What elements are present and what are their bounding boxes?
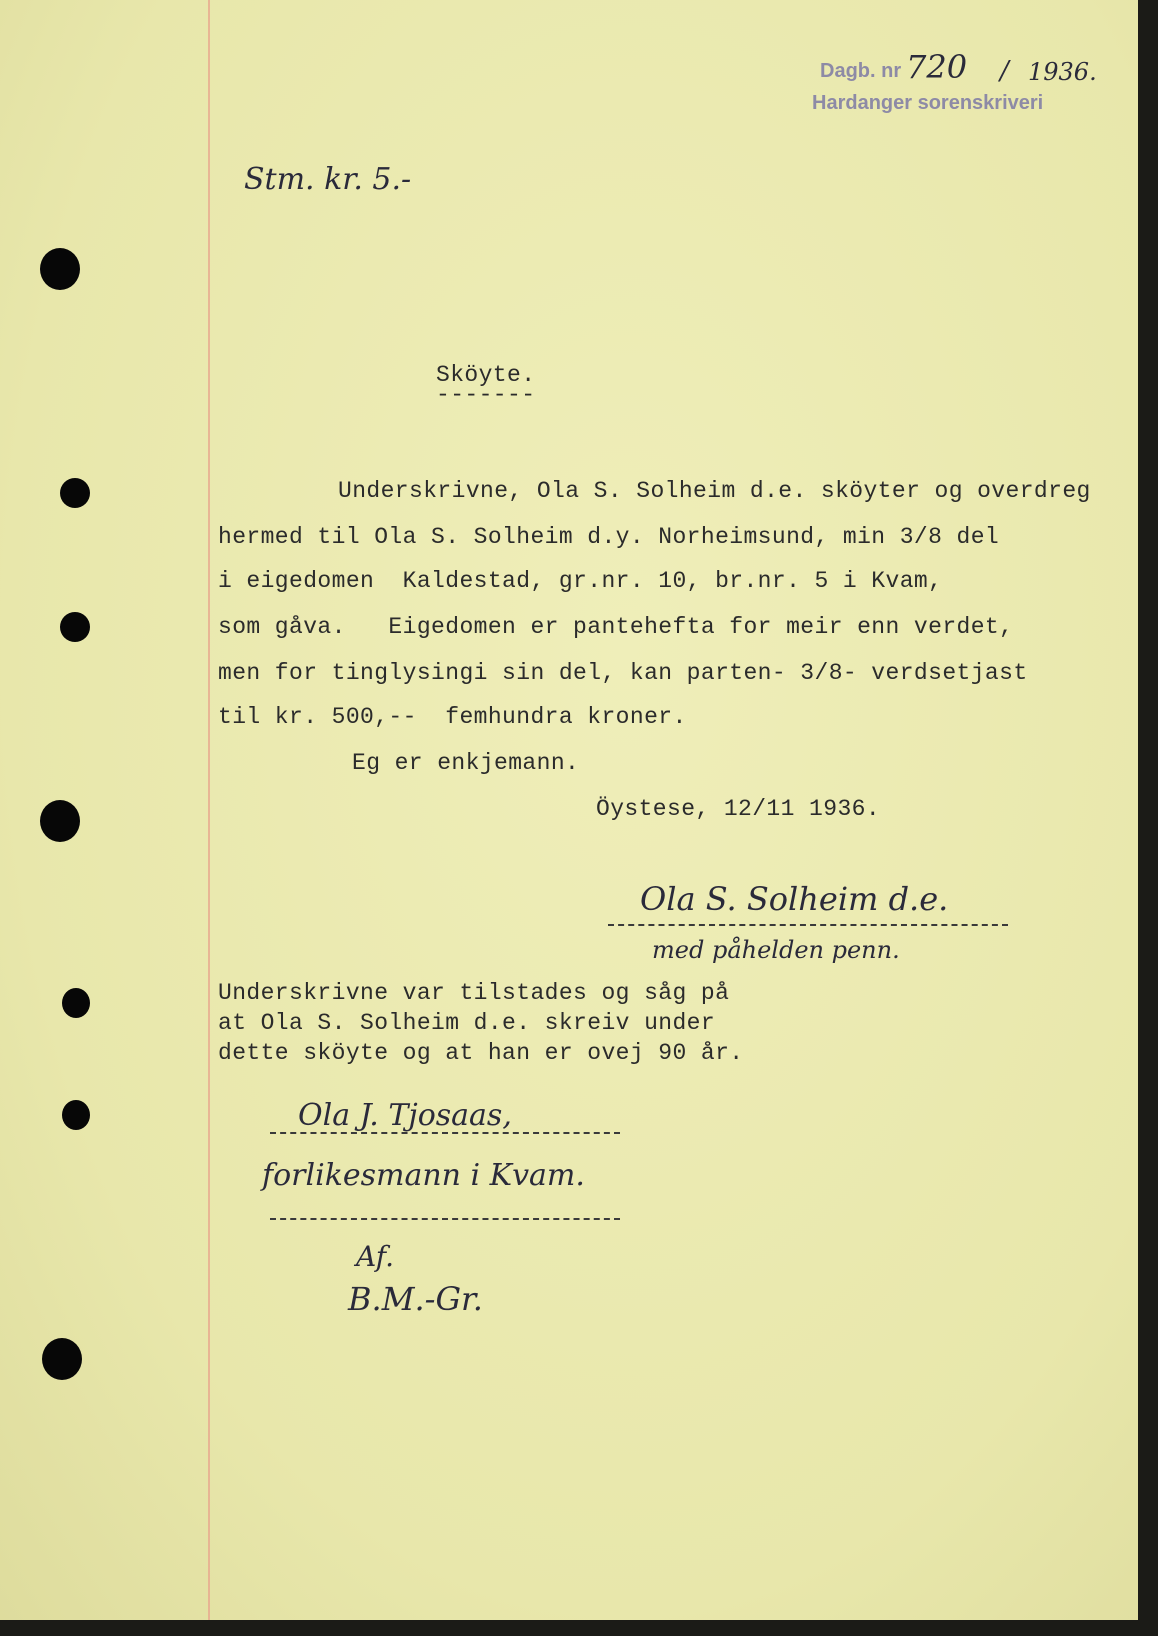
body-line: men for tinglysingi sin del, kan parten- 3/8- verdsetjast [218,660,1028,686]
signature-note: med påhelden penn. [652,936,900,964]
seller-signature: Ola S. Solheim d.e. [640,880,949,918]
witness-line: Underskrivne var tilstades og såg på [218,980,730,1006]
witness-title: forlikesmann i Kvam. [262,1158,585,1193]
witness-line: at Ola S. Solheim d.e. skreiv under [218,1010,716,1036]
place-date: Öystese, 12/11 1936. [596,796,881,822]
body-line: hermed til Ola S. Solheim d.y. Norheimsund, min 3/8 del [218,524,1000,550]
punch-hole [62,988,90,1018]
initials-top: Af. [356,1240,394,1273]
body-line: som gåva. Eigedomen er pantehefta for meir enn verdet, [218,614,1014,640]
fee-note: Stm. kr. 5.- [244,162,412,197]
stamp-prefix: Dagb. nr [820,60,902,82]
document-title: Sköyte. [436,362,536,388]
punch-hole [40,248,80,290]
witness-signature-line [270,1132,620,1134]
witness-signature: Ola J. Tjosaas, [298,1098,512,1133]
punch-hole [42,1338,82,1380]
widower-statement: Eg er enkjemann. [352,750,580,776]
margin-line [208,0,210,1620]
body-line: Underskrivne, Ola S. Solheim d.e. sköyter og overdreg [338,478,1091,504]
stamp-year: 1936. [1028,58,1097,86]
signature-line [608,924,1008,926]
initials-bottom: B.M.-Gr. [348,1280,483,1318]
stamp-number: 720 [906,48,968,86]
stamp-office: Hardanger sorenskriveri [812,92,1044,114]
title-underline: ------- [436,382,536,408]
punch-hole [60,612,90,642]
body-line: til kr. 500,-- femhundra kroner. [218,704,687,730]
witness-line: dette sköyte og at han er ovej 90 år. [218,1040,744,1066]
punch-hole [60,478,90,508]
stamp-separator: / [1000,56,1009,86]
body-line: i eigedomen Kaldestad, gr.nr. 10, br.nr. 5 i Kvam, [218,568,943,594]
punch-hole [62,1100,90,1130]
blank-line [270,1218,620,1220]
punch-hole [40,800,80,842]
